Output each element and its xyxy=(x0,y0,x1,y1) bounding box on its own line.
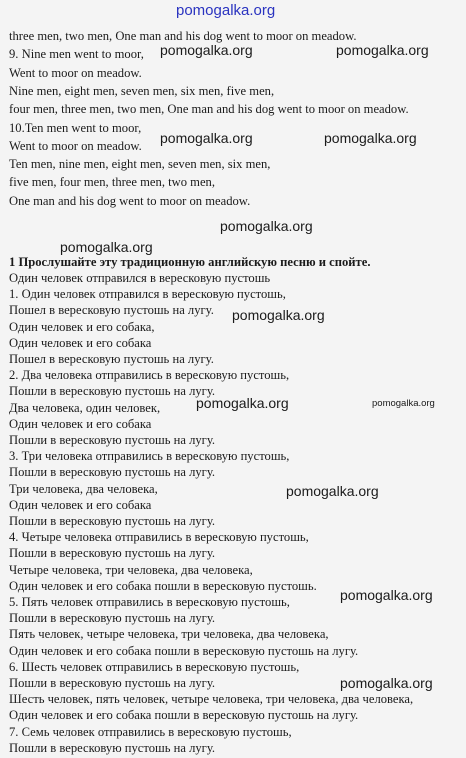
watermark: pomogalka.org xyxy=(160,42,253,58)
text-line: four men, three men, two men, One man and his dog went to moor on meadow. xyxy=(9,102,409,117)
text-line: Один человек и его собака пошли в вересковую пустошь на лугу. xyxy=(9,643,359,658)
text-line: Один человек и его собака пошли в вересковую пустошь на лугу. xyxy=(9,708,359,723)
text-line: Четыре человека, три человека, два человека, xyxy=(9,562,253,577)
text-line: Один человек и его собака, xyxy=(9,319,155,334)
text-line: Пошли в вересковую пустошь на лугу. xyxy=(9,611,216,626)
text-line: 5. Пять человек отправились в вересковую пустошь, xyxy=(9,595,290,609)
text-line: three men, two men, One man and his dog went to moor on meadow. xyxy=(9,29,357,43)
text-line: Пошли в вересковую пустошь на лугу. xyxy=(9,433,216,447)
exercise-heading: 1 Прослушайте эту традиционную английскую песню и спойте. xyxy=(9,255,371,269)
text-line: Пошел в вересковую пустошь на лугу. xyxy=(9,303,214,318)
text-line: Пошли в вересковую пустошь на лугу. xyxy=(9,465,216,480)
watermark: pomogalka.org xyxy=(232,307,325,323)
watermark-top: pomogalka.org xyxy=(176,2,276,19)
text-line: 6. Шесть человек отправились в вересковую пустошь, xyxy=(9,659,300,674)
text-line: Went to moor on meadow. xyxy=(9,65,142,80)
text-line: Три человека, два человека, xyxy=(9,481,158,496)
watermark: pomogalka.org xyxy=(340,587,433,603)
text-line: Пошли в вересковую пустошь на лугу. xyxy=(9,740,216,755)
text-line: Пошли в вересковую пустошь на лугу. xyxy=(9,546,216,561)
text-line: 4. Четыре человека отправились в вересковую пустошь, xyxy=(9,530,309,545)
text-line: Went to moor on meadow. xyxy=(9,138,142,153)
text-line: 3. Три человека отправились в вересковую пустошь, xyxy=(9,449,290,464)
text-line: Один человек и его собака xyxy=(9,416,152,431)
text-line: Пошел в вересковую пустошь на лугу. xyxy=(9,352,214,366)
watermark: pomogalka.org xyxy=(286,483,379,499)
text-line: 9. Nine men went to moor, xyxy=(9,47,144,62)
text-line: Пять человек, четыре человека, три человека, два человека, xyxy=(9,627,329,642)
text-line: Пошли в вересковую пустошь на лугу. xyxy=(9,676,216,690)
text-line: Nine men, eight men, seven men, six men, five men, xyxy=(9,83,275,98)
text-line: Шесть человек, пять человек, четыре человека, три человека, два человека, xyxy=(9,692,414,707)
text-line: Один человек и его собака пошли в вересковую пустошь. xyxy=(9,578,317,593)
text-line: Один человек отправился в вересковую пустошь xyxy=(9,271,271,285)
text-line: Пошли в вересковую пустошь на лугу. xyxy=(9,514,216,528)
watermark-small: pomogalka.org xyxy=(372,398,435,409)
text-line: five men, four men, three men, two men, xyxy=(9,175,215,190)
watermark: pomogalka.org xyxy=(196,395,289,411)
text-line: Один человек и его собака xyxy=(9,497,152,512)
watermark: pomogalka.org xyxy=(324,130,417,146)
text-line: One man and his dog went to moor on meadow. xyxy=(9,193,251,208)
text-line: 1. Один человек отправился в вересковую пустошь, xyxy=(9,287,286,302)
watermark: pomogalka.org xyxy=(60,239,153,255)
text-line: Один человек и его собака xyxy=(9,335,152,350)
watermark: pomogalka.org xyxy=(336,42,429,58)
text-line: 10.Ten men went to moor, xyxy=(9,120,142,135)
watermark: pomogalka.org xyxy=(220,218,313,234)
text-line: Два человека, один человек, xyxy=(9,400,161,415)
watermark: pomogalka.org xyxy=(340,675,433,691)
text-line: Пошли в вересковую пустошь на лугу. xyxy=(9,384,216,399)
text-line: Ten men, nine men, eight men, seven men, six men, xyxy=(9,157,271,172)
watermark: pomogalka.org xyxy=(160,130,253,146)
text-line: 2. Два человека отправились в вересковую пустошь, xyxy=(9,368,290,383)
text-line: 7. Семь человек отправились в вересковую пустошь, xyxy=(9,724,292,739)
